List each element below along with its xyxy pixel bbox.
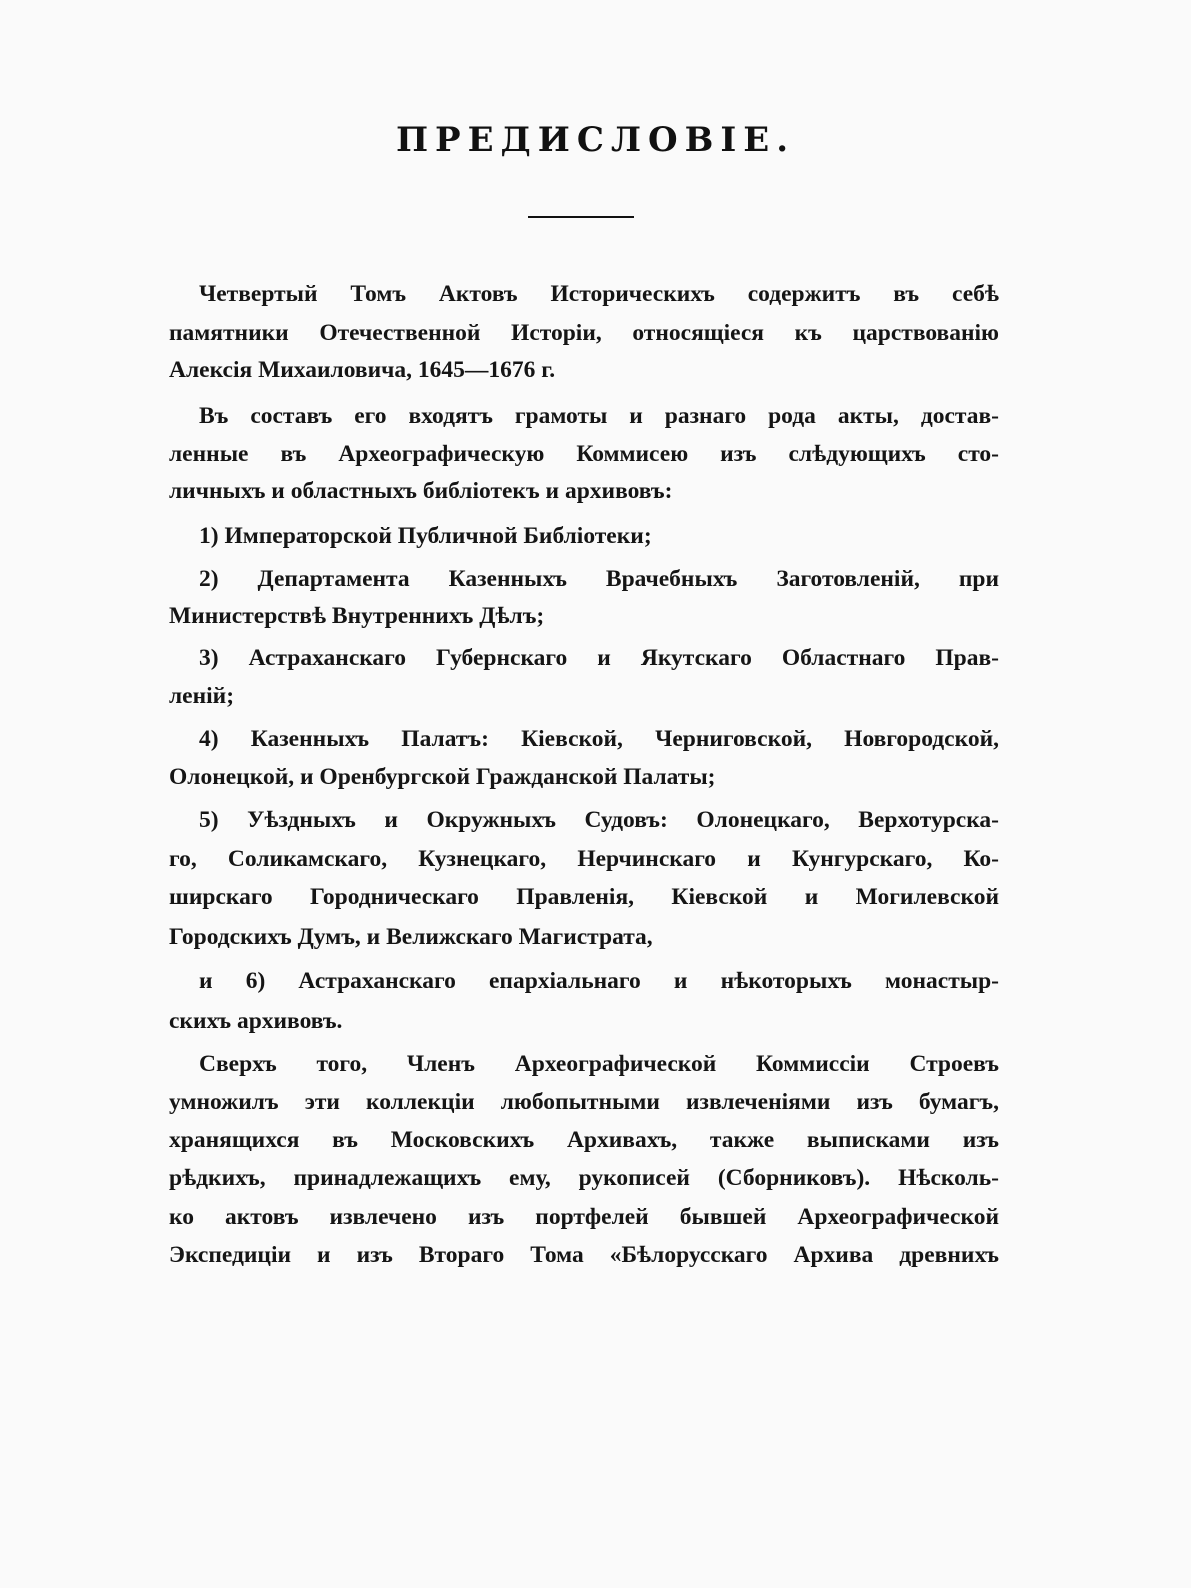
list-item-1: 1) Императорской Публичной Библіотеки; <box>199 523 652 549</box>
text-line: умножилъ эти коллекціи любопытными извлеченіями изъ бумагъ, <box>169 1089 999 1115</box>
text-line: рѣдкихъ, принадлежащихъ ему, рукописей (Сборниковъ). Нѣсколь- <box>169 1165 999 1191</box>
page-title: ПРЕДИСЛОВІЕ. <box>395 120 796 160</box>
text-line: Олонецкой, и Оренбургской Гражданской Палаты; <box>169 764 716 790</box>
text-line: го, Соликамскаго, Кузнецкаго, Нерчинскаго и Кунгурскаго, Ко- <box>169 846 999 872</box>
text-line: леній; <box>169 683 235 709</box>
text-line: Алексія Михаиловича, 1645—1676 г. <box>169 357 556 383</box>
list-item-5: 5) Уѣздныхъ и Окружныхъ Судовъ: Олонецкаго, Верхотурска- <box>199 807 999 833</box>
text-line: хранящихся въ Московскихъ Архивахъ, также выписками изъ <box>169 1127 999 1153</box>
list-item-2: 2) Департамента Казенныхъ Врачебныхъ Заготовленій, при <box>199 566 999 592</box>
text-line: Четвертый Томъ Актовъ Историческихъ содержитъ въ себѣ <box>199 281 999 307</box>
text-line: ленные въ Археографическую Коммисею изъ слѣдующихъ сто- <box>169 441 999 467</box>
text-line: ко актовъ извлечено изъ портфелей бывшей Археографической <box>169 1204 999 1230</box>
text-line: Министерствѣ Внутреннихъ Дѣлъ; <box>169 603 545 629</box>
list-item-4: 4) Казенныхъ Палатъ: Кіевской, Черниговской, Новгородской, <box>199 726 999 752</box>
list-item-6: и 6) Астраханскаго епархіальнаго и нѣкоторыхъ монастыр- <box>199 968 999 994</box>
text-line: личныхъ и областныхъ библіотекъ и архивовъ: <box>169 478 673 504</box>
text-line: скихъ архивовъ. <box>169 1008 343 1034</box>
text-line: Экспедиціи и изъ Втораго Тома «Бѣлорусскаго Архива древнихъ <box>169 1242 999 1268</box>
text-line: Городскихъ Думъ, и Велижскаго Магистрата, <box>169 924 653 950</box>
text-line: Въ составъ его входятъ грамоты и разнаго рода акты, достав- <box>199 403 999 429</box>
text-line: ширскаго Городническаго Правленія, Кіевской и Могилевской <box>169 884 999 910</box>
title-divider <box>528 216 634 218</box>
text-line: памятники Отечественной Исторіи, относящіеся къ царствованію <box>169 320 999 346</box>
list-item-3: 3) Астраханскаго Губернскаго и Якутскаго Областнаго Прав- <box>199 645 999 671</box>
text-line: Сверхъ того, Членъ Археографической Коммиссіи Строевъ <box>199 1051 999 1077</box>
